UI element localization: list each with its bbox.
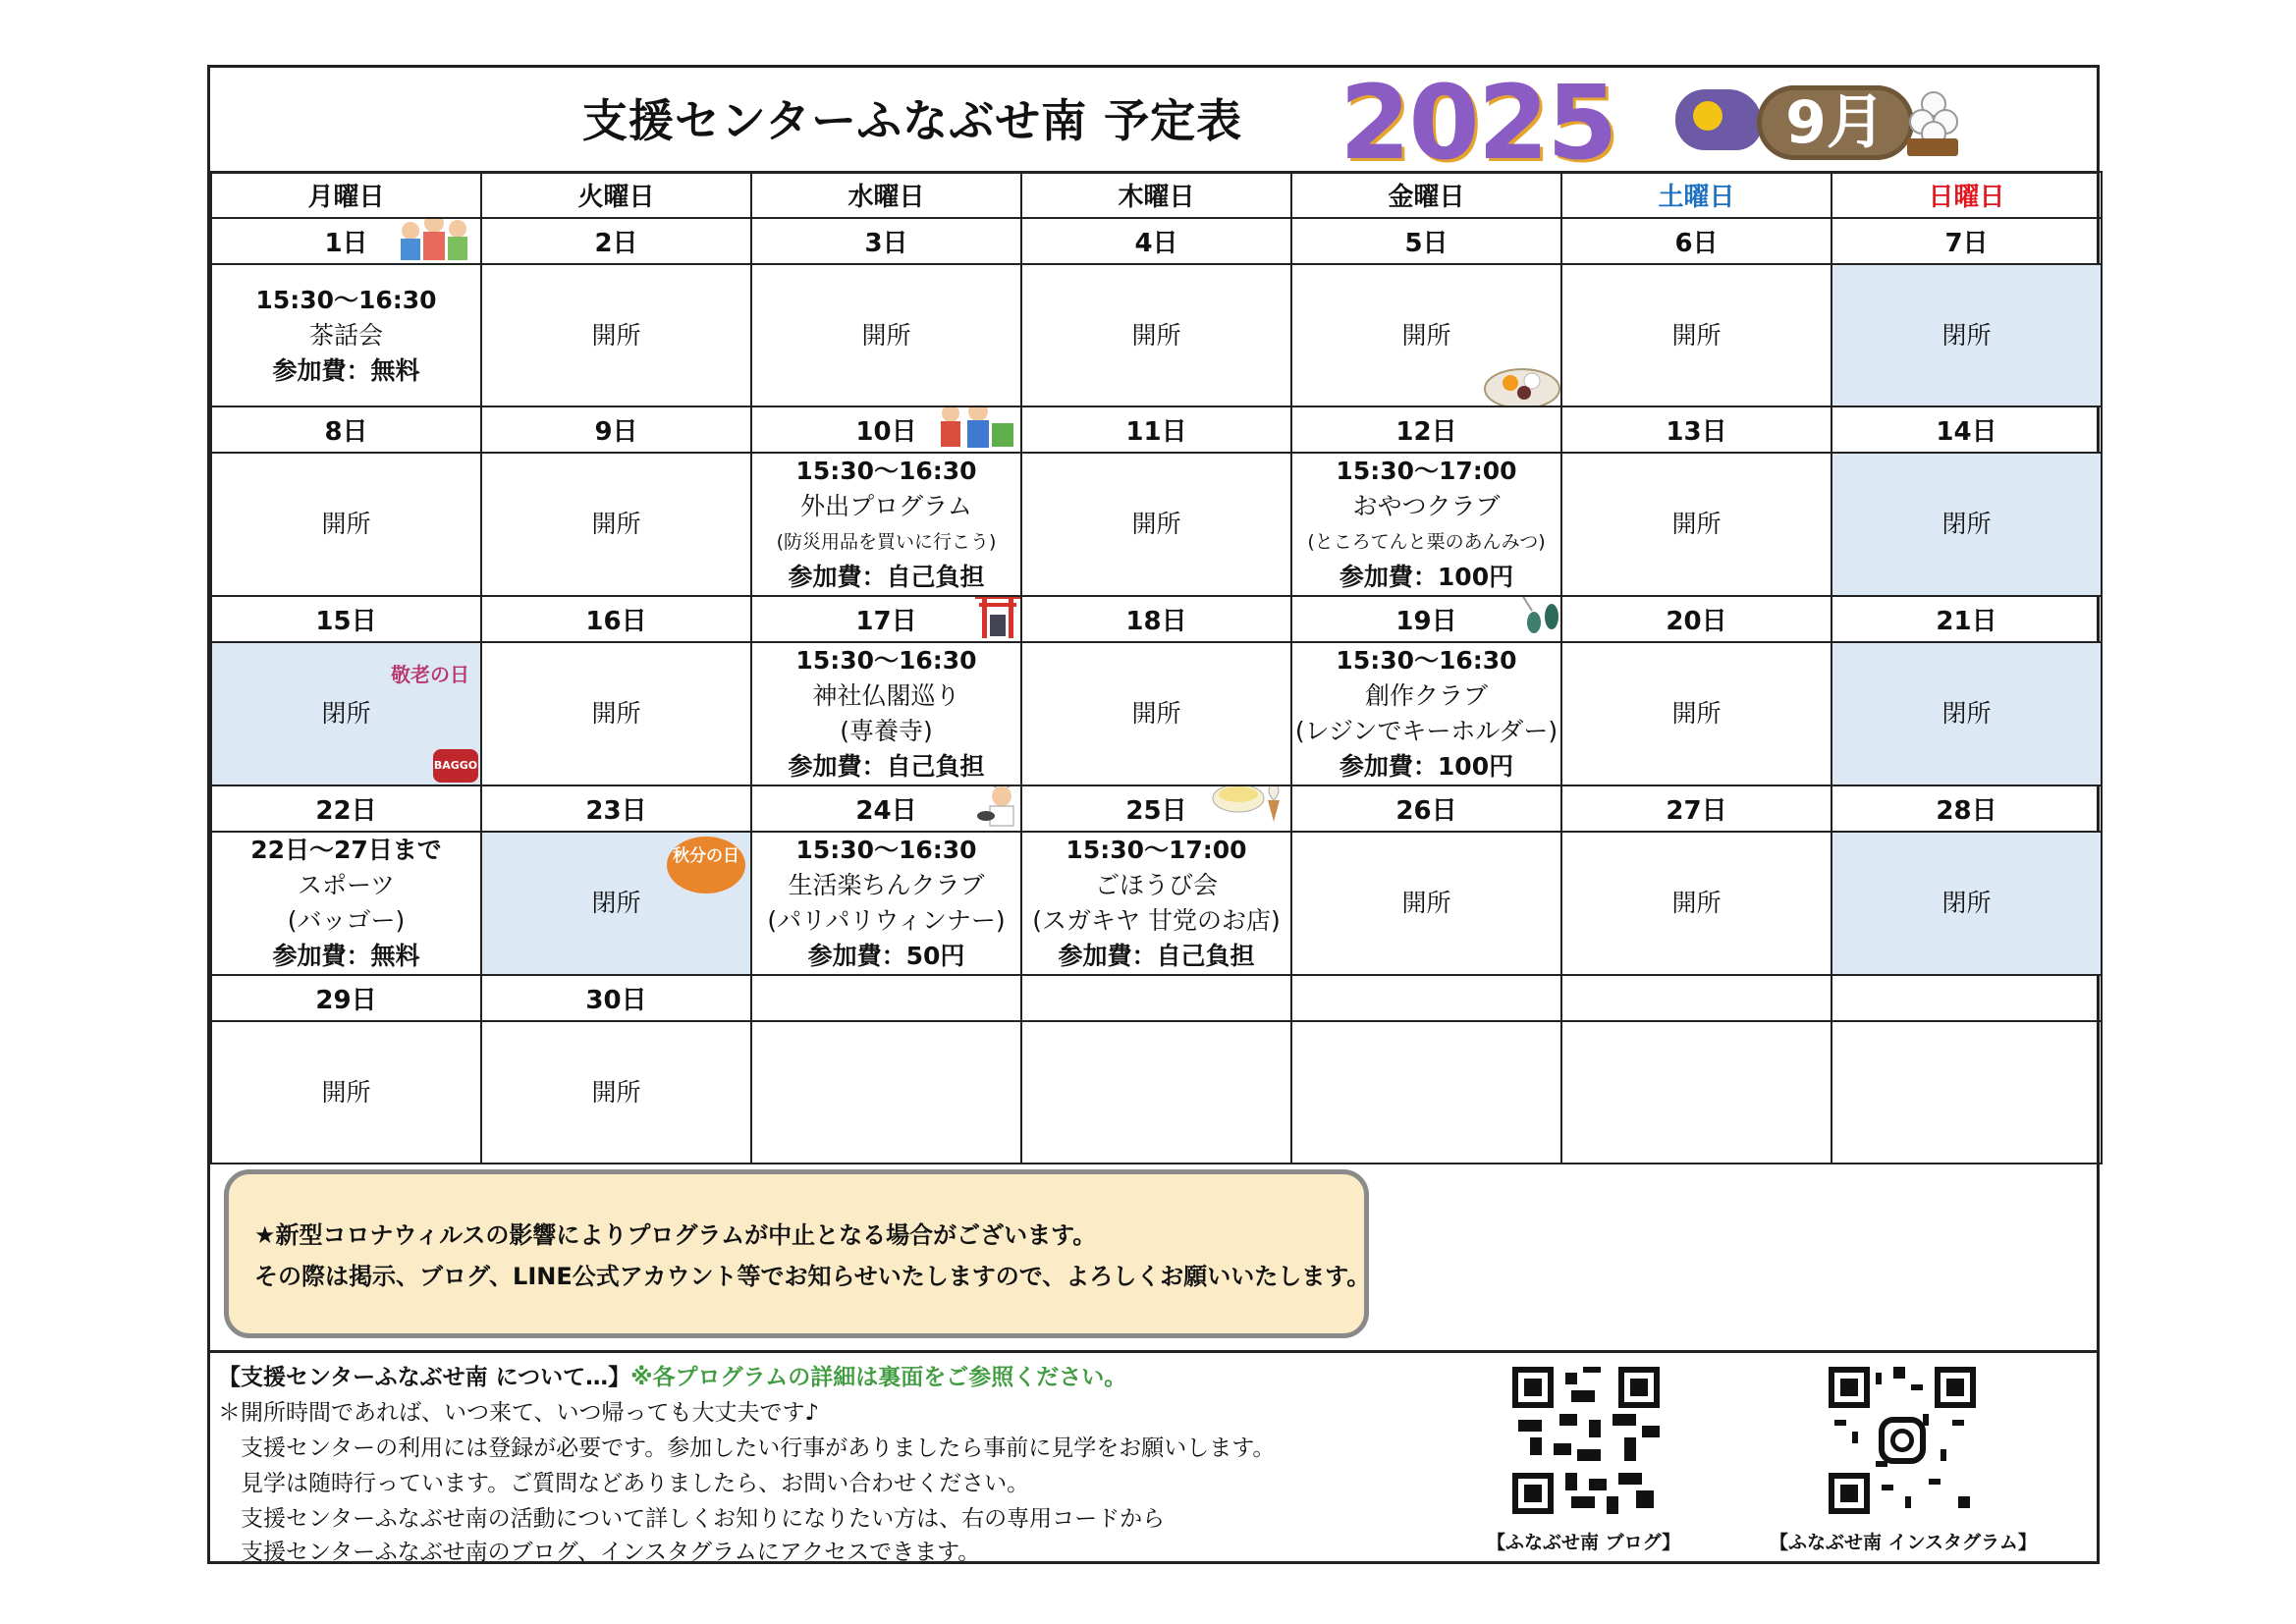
event-fee: 参加費：100円 [1339,752,1514,781]
date-cell: 30日 [481,975,751,1021]
event-time: 15:30～16:30 [1336,646,1517,675]
weekday-sun: 日曜日 [1831,172,2102,218]
about-note: ※各プログラムの詳細は裏面をご参照ください。 [630,1365,1127,1390]
schedule-row [211,264,2102,406]
anmitsu-bowl-icon [1481,367,1561,406]
event-cell [1021,832,1291,975]
about-title: 【支援センターふなぶせ南 について…】 [218,1365,631,1390]
event-cell [751,832,1021,975]
date-label: 1日 [324,229,368,258]
status-cell: 開所 [481,453,751,596]
date-cell: 6日 [1561,218,1831,264]
date-cell [211,218,481,264]
date-cell: 21日 [1831,596,2102,642]
event-name: ごほうび会 [1094,871,1218,899]
event-fee: 参加費：自己負担 [788,563,985,591]
event-note: (スガキヤ 甘党のお店) [1032,906,1281,935]
calendar-frame [207,65,2100,1564]
about-line: 見学は随時行っています。ご質問などありましたら、お問い合わせください。 [218,1471,1030,1496]
event-time: 15:30～16:30 [795,646,977,675]
people-group-icon [395,218,479,260]
date-cell: 16日 [481,596,751,642]
status-text: 閉所 [591,889,641,917]
date-cell: 13日 [1561,406,1831,453]
ramen-softcream-icon [1209,785,1291,826]
weekday-thu: 木曜日 [1021,172,1291,218]
date-row [211,596,2102,642]
date-cell: 4日 [1021,218,1291,264]
date-row [211,785,2102,832]
date-cell: 11日 [1021,406,1291,453]
event-time: 15:30～16:30 [795,457,977,485]
event-cell [1291,642,1561,785]
status-cell: 開所 [1021,642,1291,785]
event-name: 創作クラブ [1364,681,1488,710]
date-cell: 3日 [751,218,1021,264]
event-cell [751,453,1021,596]
empty-cell [1561,1021,1831,1164]
date-cell: 12日 [1291,406,1561,453]
header [210,63,2097,183]
event-time: 15:30～16:30 [795,836,977,864]
date-cell [1021,975,1291,1021]
status-cell: 開所 [1561,453,1831,596]
weekday-header-row [211,172,2102,218]
status-text: 開所 [1401,320,1451,350]
resin-keyholder-icon [1516,596,1561,642]
status-cell-closed [481,832,751,975]
date-row [211,975,2102,1021]
torii-shrine-icon [973,596,1021,642]
blog-qr-code[interactable] [1512,1367,1660,1514]
date-cell: 2日 [481,218,751,264]
date-cell: 15日 [211,596,481,642]
status-cell: 開所 [211,453,481,596]
date-cell: 26日 [1291,785,1561,832]
event-fee: 参加費：無料 [272,942,420,970]
notice-line: ★新型コロナウィルスの影響によりプログラムが中止となる場合がございます。 [254,1221,1097,1249]
status-cell-closed: 閉所 [1831,453,2102,596]
about-line: ＊開所時間であれば、いつ来て、いつ帰っても大丈夫です♪ [218,1400,820,1426]
event-fee: 参加費：自己負担 [1058,942,1255,970]
date-row [211,406,2102,453]
date-cell: 7日 [1831,218,2102,264]
status-cell: 開所 [1021,453,1291,596]
event-note: (専養寺) [840,717,933,745]
event-time: 15:30～17:00 [1066,836,1247,864]
date-cell: 23日 [481,785,751,832]
blog-qr-caption: 【ふなぶせ南 ブログ】 [1487,1532,1681,1553]
date-cell: 18日 [1021,596,1291,642]
date-cell: 22日 [211,785,481,832]
event-name: スポーツ [297,871,395,899]
date-cell [751,975,1021,1021]
status-cell: 開所 [1561,264,1831,406]
date-cell [1291,596,1561,642]
schedule-row [211,1021,2102,1164]
date-label: 25日 [1125,796,1187,826]
event-cell [211,264,481,406]
date-cell [751,596,1021,642]
event-time: 15:30～16:30 [255,285,437,314]
schedule-row [211,832,2102,975]
year-text: 2025 [1339,63,1616,183]
date-label: 10日 [855,417,917,447]
about-line: 支援センターの利用には登録が必要です。参加したい行事がありましたら事前に見学をお願いします。 [218,1435,1276,1461]
date-cell: 9日 [481,406,751,453]
year-badge [1339,63,1616,183]
shubun-no-hi-badge [667,837,745,893]
status-cell: 開所 [1021,264,1291,406]
event-fee: 参加費：自己負担 [788,752,985,781]
schedule-row [211,642,2102,785]
event-cell [751,642,1021,785]
schedule-row [211,453,2102,596]
date-cell: 27日 [1561,785,1831,832]
event-name: おやつクラブ [1352,492,1501,520]
empty-cell [751,1021,1021,1164]
status-cell: 開所 [751,264,1021,406]
date-cell [751,785,1021,832]
page-title: 支援センターふなぶせ南 予定表 [581,94,1243,147]
status-cell: 開所 [211,1021,481,1164]
chef-cooking-icon [976,785,1021,828]
event-name: 生活楽ちんクラブ [788,871,985,899]
event-time: 15:30～17:00 [1336,457,1517,485]
tsukimi-dango-icon [1901,87,1964,158]
date-cell [1291,975,1561,1021]
date-label: 17日 [855,607,917,636]
about-heading [218,1359,1126,1391]
event-note: (レジンでキーホルダー) [1294,717,1558,745]
event-note: (防災用品を買いに行こう) [776,531,997,553]
date-cell [1021,785,1291,832]
weekday-sat: 土曜日 [1561,172,1831,218]
status-cell-closed [211,642,481,785]
event-note: (ところてんと栗のあんみつ) [1307,531,1546,553]
date-label: 19日 [1395,607,1457,636]
event-note: (パリパリウィンナー) [767,906,1006,935]
event-cell [211,832,481,975]
status-cell: 開所 [1291,832,1561,975]
date-cell: 5日 [1291,218,1561,264]
status-cell-closed: 閉所 [1831,264,2102,406]
status-cell [1291,264,1561,406]
weekday-fri: 金曜日 [1291,172,1561,218]
about-line: 支援センターふなぶせ南のブログ、インスタグラムにアクセスできます。 [218,1540,981,1565]
weekday-mon: 月曜日 [211,172,481,218]
status-text: 閉所 [321,699,371,728]
baggo-board-icon [433,749,478,783]
date-cell: 29日 [211,975,481,1021]
date-cell [1831,975,2102,1021]
status-cell: 開所 [481,264,751,406]
status-cell-closed: 閉所 [1831,642,2102,785]
date-cell [751,406,1021,453]
weekday-wed: 水曜日 [751,172,1021,218]
notice-box [224,1169,1369,1338]
about-section [210,1350,2097,1564]
event-fee: 参加費：100円 [1339,563,1514,591]
instagram-qr-caption: 【ふなぶせ南 インスタグラム】 [1770,1532,2037,1553]
date-cell: 8日 [211,406,481,453]
event-fee: 参加費：無料 [272,355,420,385]
empty-cell [1831,1021,2102,1164]
date-cell [1561,975,1831,1021]
event-note: (バッゴー) [287,906,406,935]
status-cell: 開所 [481,1021,751,1164]
status-cell: 開所 [481,642,751,785]
about-line: 支援センターふなぶせ南の活動について詳しくお知りになりたい方は、右の専用コードから [218,1506,1166,1532]
keiro-label: 敬老の日 [391,663,469,686]
event-name: 茶話会 [308,320,383,350]
date-row [211,218,2102,264]
event-time: 22日～27日まで [250,836,442,864]
date-cell: 20日 [1561,596,1831,642]
shopping-family-icon [929,406,1017,451]
status-cell: 開所 [1561,832,1831,975]
event-name: 神社仏閣巡り [812,681,960,710]
empty-cell [1291,1021,1561,1164]
status-cell-closed: 閉所 [1831,832,2102,975]
date-cell: 14日 [1831,406,2102,453]
event-cell [1291,453,1561,596]
event-name: 外出プログラム [800,492,972,520]
baggo-label: BAGGO [433,759,478,772]
status-cell: 開所 [1561,642,1831,785]
calendar-table [210,171,2103,1164]
month-badge: 9月 [1757,85,1914,160]
date-label: 24日 [855,796,917,826]
shubun-label: 秋分の日 [673,846,739,866]
date-cell: 28日 [1831,785,2102,832]
instagram-qr-code[interactable] [1829,1367,1976,1514]
empty-cell [1021,1021,1291,1164]
notice-line: その際は掲示、ブログ、LINE公式アカウント等でお知らせいたしますので、よろしくお願いいたします。 [254,1263,1371,1290]
weekday-tue: 火曜日 [481,172,751,218]
event-fee: 参加費：50円 [807,942,965,970]
moon-illustration-icon [1675,89,1762,150]
keiro-no-hi-badge [381,647,479,702]
